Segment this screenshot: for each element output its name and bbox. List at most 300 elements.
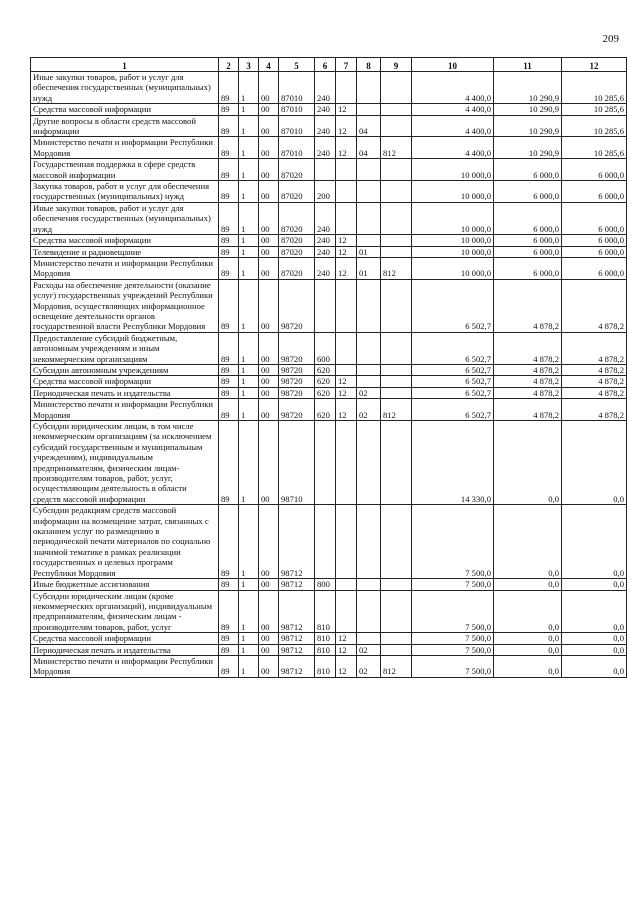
- table-row: [31, 505, 627, 579]
- article-code: 87010: [279, 115, 315, 137]
- subsection-code: [357, 159, 381, 181]
- amount-col-11: 6 000,0: [494, 159, 562, 181]
- expense-type-code: 240: [315, 137, 336, 159]
- expense-type-code: 620: [315, 387, 336, 398]
- article-code: 87010: [279, 137, 315, 159]
- subsection-code: 04: [357, 115, 381, 137]
- amount-col-11: 6 000,0: [494, 181, 562, 203]
- amount-col-12: 6 000,0: [562, 159, 627, 181]
- table-row: [31, 159, 627, 181]
- amount-col-12: 4 878,2: [562, 279, 627, 332]
- table-row: [31, 655, 627, 677]
- subprogram-code: 1: [239, 257, 259, 279]
- article-code: 87020: [279, 257, 315, 279]
- amount-col-11: 4 878,2: [494, 376, 562, 387]
- table-row: [31, 376, 627, 387]
- expense-type-code: 620: [315, 364, 336, 375]
- amount-col-12: 6 000,0: [562, 235, 627, 246]
- expense-type-code: 620: [315, 399, 336, 421]
- article-code: 87020: [279, 202, 315, 234]
- row-name: Средства массовой информации: [31, 376, 219, 387]
- column-header: 12: [562, 58, 627, 72]
- program-code: 00: [259, 279, 279, 332]
- row-name: Средства массовой информации: [31, 235, 219, 246]
- amount-col-12: 0,0: [562, 505, 627, 579]
- ministry-code: [381, 644, 412, 655]
- chapter-code: 89: [219, 159, 239, 181]
- amount-col-10: 4 400,0: [412, 115, 494, 137]
- chapter-code: 89: [219, 364, 239, 375]
- table-row: [31, 387, 627, 398]
- amount-col-11: 0,0: [494, 655, 562, 677]
- amount-col-11: 6 000,0: [494, 257, 562, 279]
- amount-col-10: 6 502,7: [412, 376, 494, 387]
- subprogram-code: 1: [239, 72, 259, 104]
- amount-col-11: 0,0: [494, 421, 562, 505]
- ministry-code: [381, 387, 412, 398]
- program-code: 00: [259, 332, 279, 364]
- amount-col-11: 6 000,0: [494, 235, 562, 246]
- ministry-code: [381, 104, 412, 115]
- amount-col-12: 4 878,2: [562, 399, 627, 421]
- expense-type-code: [315, 279, 336, 332]
- amount-col-10: 10 000,0: [412, 159, 494, 181]
- amount-col-10: 4 400,0: [412, 72, 494, 104]
- subprogram-code: 1: [239, 137, 259, 159]
- amount-col-10: 6 502,7: [412, 399, 494, 421]
- program-code: 00: [259, 104, 279, 115]
- amount-col-12: 6 000,0: [562, 246, 627, 257]
- row-name: Закупка товаров, работ и услуг для обеспечения государственных (муниципальных) нужд: [31, 181, 219, 203]
- row-name: Периодическая печать и издательства: [31, 644, 219, 655]
- subsection-code: [357, 181, 381, 203]
- expense-type-code: 240: [315, 104, 336, 115]
- article-code: 87010: [279, 72, 315, 104]
- row-name: Иные бюджетные ассигнования: [31, 579, 219, 590]
- expense-type-code: 620: [315, 376, 336, 387]
- row-name: Периодическая печать и издательства: [31, 387, 219, 398]
- expense-type-code: 600: [315, 332, 336, 364]
- subsection-code: [357, 72, 381, 104]
- section-code: 12: [336, 104, 357, 115]
- ministry-code: 812: [381, 399, 412, 421]
- amount-col-11: 4 878,2: [494, 387, 562, 398]
- amount-col-12: 0,0: [562, 633, 627, 644]
- subprogram-code: 1: [239, 235, 259, 246]
- expense-type-code: 240: [315, 72, 336, 104]
- amount-col-12: 4 878,2: [562, 376, 627, 387]
- subsection-code: 04: [357, 137, 381, 159]
- chapter-code: 89: [219, 181, 239, 203]
- article-code: 98720: [279, 332, 315, 364]
- ministry-code: 812: [381, 655, 412, 677]
- amount-col-12: 4 878,2: [562, 387, 627, 398]
- program-code: 00: [259, 421, 279, 505]
- amount-col-11: 4 878,2: [494, 399, 562, 421]
- amount-col-11: 0,0: [494, 579, 562, 590]
- amount-col-12: 0,0: [562, 579, 627, 590]
- row-name: Субсидии юридическим лицам (кроме некоммерческих организаций), индивидуальным предпринимателям, физическим лицам - производителям товаров, работ, услуг: [31, 590, 219, 633]
- section-code: [336, 279, 357, 332]
- subprogram-code: 1: [239, 332, 259, 364]
- column-header: 8: [357, 58, 381, 72]
- amount-col-12: 10 285,6: [562, 115, 627, 137]
- program-code: 00: [259, 257, 279, 279]
- column-header: 10: [412, 58, 494, 72]
- article-code: 98720: [279, 364, 315, 375]
- section-code: 12: [336, 235, 357, 246]
- amount-col-10: 7 500,0: [412, 590, 494, 633]
- section-code: 12: [336, 115, 357, 137]
- table-row: [31, 332, 627, 364]
- table-row: [31, 235, 627, 246]
- subprogram-code: 1: [239, 202, 259, 234]
- article-code: 87020: [279, 246, 315, 257]
- section-code: 12: [336, 137, 357, 159]
- table-row: [31, 579, 627, 590]
- amount-col-11: 4 878,2: [494, 332, 562, 364]
- table-row: [31, 181, 627, 203]
- subsection-code: [357, 579, 381, 590]
- ministry-code: [381, 421, 412, 505]
- column-header: 1: [31, 58, 219, 72]
- row-name: Иные закупки товаров, работ и услуг для обеспечения государственных (муниципальных) нужд: [31, 72, 219, 104]
- amount-col-10: 10 000,0: [412, 235, 494, 246]
- program-code: 00: [259, 376, 279, 387]
- program-code: 00: [259, 505, 279, 579]
- ministry-code: [381, 590, 412, 633]
- article-code: 87010: [279, 104, 315, 115]
- chapter-code: 89: [219, 590, 239, 633]
- program-code: 00: [259, 633, 279, 644]
- chapter-code: 89: [219, 279, 239, 332]
- ministry-code: [381, 72, 412, 104]
- section-code: 12: [336, 644, 357, 655]
- subsection-code: 02: [357, 655, 381, 677]
- subsection-code: 02: [357, 399, 381, 421]
- section-code: [336, 590, 357, 633]
- subprogram-code: 1: [239, 159, 259, 181]
- article-code: 87020: [279, 235, 315, 246]
- amount-col-11: 0,0: [494, 644, 562, 655]
- program-code: 00: [259, 159, 279, 181]
- subsection-code: [357, 202, 381, 234]
- program-code: 00: [259, 115, 279, 137]
- column-header: 3: [239, 58, 259, 72]
- article-code: 98720: [279, 387, 315, 398]
- subsection-code: 01: [357, 257, 381, 279]
- amount-col-10: 7 500,0: [412, 644, 494, 655]
- expense-type-code: 800: [315, 579, 336, 590]
- amount-col-12: 4 878,2: [562, 364, 627, 375]
- subsection-code: 02: [357, 644, 381, 655]
- program-code: 00: [259, 364, 279, 375]
- section-code: [336, 202, 357, 234]
- row-name: Предоставление субсидий бюджетным, автономным учреждениям и иным некоммерческим организациям: [31, 332, 219, 364]
- subprogram-code: 1: [239, 104, 259, 115]
- expense-type-code: 240: [315, 202, 336, 234]
- table-row: [31, 72, 627, 104]
- amount-col-11: 4 878,2: [494, 279, 562, 332]
- expense-type-code: 240: [315, 235, 336, 246]
- subsection-code: [357, 590, 381, 633]
- expense-type-code: 810: [315, 633, 336, 644]
- expense-type-code: 810: [315, 655, 336, 677]
- ministry-code: [381, 579, 412, 590]
- subsection-code: 01: [357, 246, 381, 257]
- header-row: [31, 58, 627, 72]
- ministry-code: [381, 246, 412, 257]
- article-code: 98712: [279, 579, 315, 590]
- ministry-code: [381, 505, 412, 579]
- chapter-code: 89: [219, 246, 239, 257]
- amount-col-11: 10 290,9: [494, 104, 562, 115]
- table-row: [31, 590, 627, 633]
- table-row: [31, 115, 627, 137]
- subprogram-code: 1: [239, 579, 259, 590]
- amount-col-12: 4 878,2: [562, 332, 627, 364]
- chapter-code: 89: [219, 399, 239, 421]
- table-row: [31, 202, 627, 234]
- amount-col-10: 6 502,7: [412, 364, 494, 375]
- amount-col-10: 14 330,0: [412, 421, 494, 505]
- ministry-code: 812: [381, 257, 412, 279]
- chapter-code: 89: [219, 202, 239, 234]
- row-name: Средства массовой информации: [31, 633, 219, 644]
- article-code: 98720: [279, 279, 315, 332]
- section-code: 12: [336, 376, 357, 387]
- chapter-code: 89: [219, 72, 239, 104]
- program-code: 00: [259, 387, 279, 398]
- amount-col-12: 10 285,6: [562, 72, 627, 104]
- ministry-code: [381, 279, 412, 332]
- program-code: 00: [259, 202, 279, 234]
- section-code: [336, 159, 357, 181]
- amount-col-11: 4 878,2: [494, 364, 562, 375]
- amount-col-12: 0,0: [562, 590, 627, 633]
- amount-col-12: 0,0: [562, 655, 627, 677]
- subprogram-code: 1: [239, 181, 259, 203]
- article-code: 87020: [279, 181, 315, 203]
- table-row: [31, 364, 627, 375]
- amount-col-12: 10 285,6: [562, 137, 627, 159]
- section-code: 12: [336, 655, 357, 677]
- chapter-code: 89: [219, 579, 239, 590]
- amount-col-12: 0,0: [562, 644, 627, 655]
- row-name: Министерство печати и информации Республики Мордовия: [31, 137, 219, 159]
- expense-type-code: [315, 421, 336, 505]
- subprogram-code: 1: [239, 633, 259, 644]
- table-row: [31, 644, 627, 655]
- amount-col-10: 10 000,0: [412, 257, 494, 279]
- amount-col-10: 6 502,7: [412, 279, 494, 332]
- expense-type-code: 810: [315, 590, 336, 633]
- chapter-code: 89: [219, 644, 239, 655]
- section-code: [336, 579, 357, 590]
- chapter-code: 89: [219, 421, 239, 505]
- amount-col-10: 10 000,0: [412, 202, 494, 234]
- chapter-code: 89: [219, 332, 239, 364]
- section-code: [336, 181, 357, 203]
- subsection-code: [357, 104, 381, 115]
- article-code: 98712: [279, 655, 315, 677]
- amount-col-10: 7 500,0: [412, 655, 494, 677]
- amount-col-10: 7 500,0: [412, 505, 494, 579]
- column-header: 6: [315, 58, 336, 72]
- row-name: Субсидии автономным учреждениям: [31, 364, 219, 375]
- column-header: 7: [336, 58, 357, 72]
- subsection-code: [357, 332, 381, 364]
- subprogram-code: 1: [239, 421, 259, 505]
- row-name: Министерство печати и информации Республики Мордовия: [31, 257, 219, 279]
- subsection-code: [357, 364, 381, 375]
- program-code: 00: [259, 137, 279, 159]
- amount-col-10: 6 502,7: [412, 387, 494, 398]
- program-code: 00: [259, 246, 279, 257]
- article-code: 87020: [279, 159, 315, 181]
- subsection-code: [357, 633, 381, 644]
- section-code: 12: [336, 387, 357, 398]
- expense-type-code: 240: [315, 115, 336, 137]
- column-header: 5: [279, 58, 315, 72]
- section-code: 12: [336, 399, 357, 421]
- amount-col-11: 0,0: [494, 505, 562, 579]
- budget-table: [30, 57, 627, 678]
- row-name: Расходы на обеспечение деятельности (оказание услуг) государственных учреждений Республики Мордовия, осуществляющих информационное освещение деятельности органов государственной власти Республики Мордовия: [31, 279, 219, 332]
- expense-type-code: [315, 505, 336, 579]
- subprogram-code: 1: [239, 387, 259, 398]
- program-code: 00: [259, 579, 279, 590]
- subsection-code: [357, 279, 381, 332]
- program-code: 00: [259, 655, 279, 677]
- table-row: [31, 104, 627, 115]
- section-code: [336, 332, 357, 364]
- subsection-code: [357, 376, 381, 387]
- subsection-code: 02: [357, 387, 381, 398]
- ministry-code: [381, 202, 412, 234]
- ministry-code: [381, 364, 412, 375]
- article-code: 98712: [279, 644, 315, 655]
- subprogram-code: 1: [239, 246, 259, 257]
- ministry-code: 812: [381, 137, 412, 159]
- expense-type-code: 810: [315, 644, 336, 655]
- chapter-code: 89: [219, 387, 239, 398]
- table-row: [31, 633, 627, 644]
- row-name: Субсидии юридическим лицам, в том числе некоммерческим организациям (за исключением субсидий государственным и муниципальным учреждениям), индивидуальным предпринимателям, физическим лицам- производителям товаров, работ, услуг, осуществляющим деятельность в области средств массовой информации: [31, 421, 219, 505]
- amount-col-10: 4 400,0: [412, 137, 494, 159]
- expense-type-code: 240: [315, 257, 336, 279]
- amount-col-10: 7 500,0: [412, 579, 494, 590]
- column-header: 11: [494, 58, 562, 72]
- table-row: [31, 399, 627, 421]
- table-row: [31, 137, 627, 159]
- expense-type-code: 240: [315, 246, 336, 257]
- ministry-code: [381, 332, 412, 364]
- chapter-code: 89: [219, 257, 239, 279]
- subprogram-code: 1: [239, 644, 259, 655]
- subprogram-code: 1: [239, 376, 259, 387]
- section-code: [336, 72, 357, 104]
- column-header: 9: [381, 58, 412, 72]
- ministry-code: [381, 376, 412, 387]
- amount-col-12: 6 000,0: [562, 257, 627, 279]
- chapter-code: 89: [219, 376, 239, 387]
- subprogram-code: 1: [239, 590, 259, 633]
- article-code: 98712: [279, 505, 315, 579]
- row-name: Министерство печати и информации Республики Мордовия: [31, 399, 219, 421]
- amount-col-10: 10 000,0: [412, 246, 494, 257]
- subprogram-code: 1: [239, 279, 259, 332]
- subprogram-code: 1: [239, 399, 259, 421]
- subsection-code: [357, 421, 381, 505]
- row-name: Другие вопросы в области средств массовой информации: [31, 115, 219, 137]
- section-code: 12: [336, 257, 357, 279]
- amount-col-11: 10 290,9: [494, 137, 562, 159]
- article-code: 98712: [279, 633, 315, 644]
- table-row: [31, 421, 627, 505]
- chapter-code: 89: [219, 104, 239, 115]
- chapter-code: 89: [219, 655, 239, 677]
- amount-col-12: 10 285,6: [562, 104, 627, 115]
- ministry-code: [381, 235, 412, 246]
- row-name: Телевидение и радиовещание: [31, 246, 219, 257]
- section-code: [336, 421, 357, 505]
- row-name: Субсидии редакциям средств массовой информации на возмещение затрат, связанных с оказанием услуг по размещению в периодической печати материалов по социально значимой тематике в рамках реализации государственных и целевых программ Республики Мордовия: [31, 505, 219, 579]
- section-code: [336, 505, 357, 579]
- program-code: 00: [259, 590, 279, 633]
- row-name: Министерство печати и информации Республики Мордовия: [31, 655, 219, 677]
- expense-type-code: [315, 159, 336, 181]
- amount-col-11: 0,0: [494, 590, 562, 633]
- section-code: 12: [336, 633, 357, 644]
- chapter-code: 89: [219, 633, 239, 644]
- amount-col-11: 6 000,0: [494, 246, 562, 257]
- amount-col-10: 7 500,0: [412, 633, 494, 644]
- amount-col-12: 6 000,0: [562, 202, 627, 234]
- subprogram-code: 1: [239, 505, 259, 579]
- article-code: 98720: [279, 376, 315, 387]
- subprogram-code: 1: [239, 364, 259, 375]
- ministry-code: [381, 159, 412, 181]
- expense-type-code: 200: [315, 181, 336, 203]
- section-code: [336, 364, 357, 375]
- chapter-code: 89: [219, 115, 239, 137]
- subprogram-code: 1: [239, 115, 259, 137]
- article-code: 98712: [279, 590, 315, 633]
- program-code: 00: [259, 644, 279, 655]
- amount-col-10: 10 000,0: [412, 181, 494, 203]
- column-header: 4: [259, 58, 279, 72]
- table-row: [31, 257, 627, 279]
- chapter-code: 89: [219, 505, 239, 579]
- chapter-code: 89: [219, 235, 239, 246]
- amount-col-11: 6 000,0: [494, 202, 562, 234]
- page-number: 209: [602, 33, 619, 45]
- program-code: 00: [259, 181, 279, 203]
- ministry-code: [381, 115, 412, 137]
- table-body: [31, 72, 627, 678]
- ministry-code: [381, 633, 412, 644]
- program-code: 00: [259, 72, 279, 104]
- program-code: 00: [259, 235, 279, 246]
- amount-col-10: 4 400,0: [412, 104, 494, 115]
- row-name: Средства массовой информации: [31, 104, 219, 115]
- table-row: [31, 279, 627, 332]
- article-code: 98710: [279, 421, 315, 505]
- amount-col-12: 0,0: [562, 421, 627, 505]
- amount-col-11: 10 290,9: [494, 115, 562, 137]
- article-code: 98720: [279, 399, 315, 421]
